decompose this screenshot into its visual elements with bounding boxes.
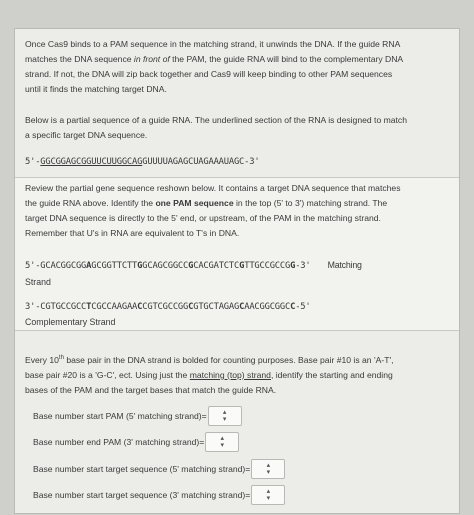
matching-strand-sequence: 5'-GCACGGCGGAGCGGTTCTTGGCAGCGGCCGCACGATCTCGTTGCCGCCGG-3' Matching	[25, 260, 362, 271]
target-start-row	[33, 458, 285, 480]
counting-line: Every 10th base pair in the DNA strand is bolded for counting purposes. Base pair #10 is an 'A-T',	[25, 354, 394, 365]
target-start-select[interactable]	[251, 459, 285, 479]
review-line: Remember that U's in RNA are equivalent to T's in DNA.	[25, 228, 240, 238]
complementary-strand-sequence: 3'-CGTGCCGCCTCGCCAAGAACCGTCGCCGGCGTGCTAGAGCAACGGCGGCC-5'	[25, 302, 311, 312]
guide-paragraph	[25, 113, 450, 143]
guide-target-region: GGCGGAGCGGUUCUUGGCAG	[40, 157, 143, 167]
review-line: the guide RNA above. Identify the one PAM sequence in the top (5' to 3') matching strand. The	[25, 198, 388, 208]
counting-paragraph	[25, 351, 450, 398]
intro-line: Once Cas9 binds to a PAM sequence in the matching strand, it unwinds the DNA. If the guide RNA	[25, 39, 401, 49]
review-line: Review the partial gene sequence reshown below. It contains a target DNA sequence that matches	[25, 183, 401, 193]
target-end-row	[33, 484, 285, 506]
review-section	[15, 177, 459, 331]
pam-start-row	[33, 405, 242, 427]
select-caret-icon: ▴ ▾	[266, 488, 271, 502]
counting-line: bases of the PAM and the target bases that match the guide RNA.	[25, 384, 277, 395]
guide-rna-sequence: 5'-GGCGGAGCGGUUCUUGGCAGGUUUUAGAGCUAGAAAUAGC-3'	[25, 157, 260, 167]
pam-end-row	[33, 431, 239, 453]
matching-strand-label: Matching	[327, 260, 362, 270]
guide-line: a specific target DNA sequence.	[25, 130, 148, 140]
review-line: target DNA sequence is directly to the 5' end, or upstream, of the PAM in the matching strand.	[25, 213, 381, 223]
guide-line: Below is a partial sequence of a guide RNA. The underlined section of the RNA is designed to match	[25, 115, 408, 125]
review-paragraph	[25, 181, 450, 241]
pam-start-label: Base number start PAM (5' matching strand)=	[33, 411, 207, 421]
intro-line: strand. If not, the DNA will zip back together and Cas9 will keep binding to other PAM sequences	[25, 69, 393, 79]
intro-line: until it finds the matching target DNA.	[25, 84, 167, 94]
intro-paragraph	[25, 37, 450, 97]
target-start-label: Base number start target sequence (5' matching strand)=	[33, 464, 251, 474]
select-caret-icon: ▴ ▾	[266, 462, 271, 476]
target-end-label: Base number start target sequence (3' matching strand)=	[33, 490, 251, 500]
question-card	[14, 28, 460, 514]
pam-end-label: Base number end PAM (3' matching strand)=	[33, 437, 205, 447]
select-caret-icon: ▴ ▾	[220, 435, 225, 449]
target-end-select[interactable]	[251, 485, 285, 505]
matching-strand-label-cont: Strand	[25, 277, 51, 287]
pam-end-select[interactable]	[205, 432, 239, 452]
pam-start-select[interactable]	[208, 406, 242, 426]
select-caret-icon: ▴ ▾	[222, 409, 227, 423]
intro-line: matches the DNA sequence in front of the PAM, the guide RNA will bind to the complementary DNA	[25, 54, 404, 64]
complementary-strand-label: Complementary Strand	[25, 317, 116, 327]
counting-line: base pair #20 is a 'G-C', ect. Using just the matching (top) strand, identify the starting and ending	[25, 369, 393, 380]
